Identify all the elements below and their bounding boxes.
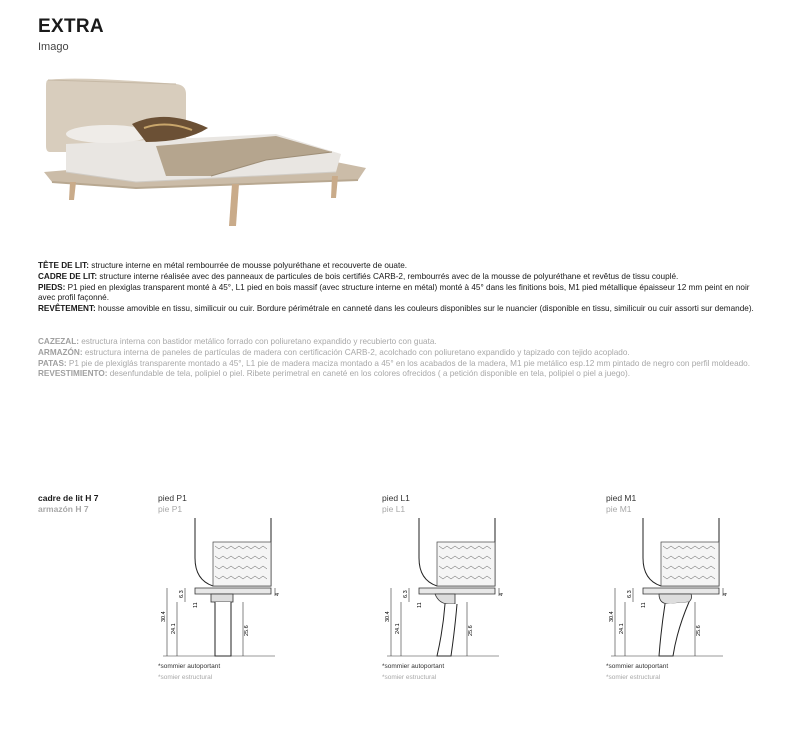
frame-label-es: armazón H 7 [38, 504, 89, 514]
bed-image [36, 72, 366, 232]
foot-l1-label: pied L1 [382, 493, 410, 503]
dim-height-foot: 24.1 [395, 623, 401, 634]
desc-fr-text: structure interne réalisée avec des panneaux de particules de bois certifiés CARB-2, rembourrés avec de la mousse de polyuréthane et revêtus de tissu couplé. [97, 271, 679, 281]
dim-top: 4 [499, 592, 505, 596]
dim-frame: 6.3 [179, 590, 185, 598]
desc-es-text: estructura interna de paneles de partículas de madera con certificación CARB-2, acolchado con poliuretano expandido y tapizado con tejido acoplado. [82, 347, 630, 357]
desc-es-cover [38, 369, 768, 380]
foot-p1-label: pied P1 [158, 493, 187, 503]
dim-height-foot: 24.1 [171, 623, 177, 634]
dim-top: 4 [723, 592, 729, 596]
foot-m1-label-es: pie M1 [606, 504, 632, 514]
foot-p1-drawing [155, 518, 305, 666]
desc-es-text: P1 pie de plexiglás transparente montado a 45°, L1 pie de madera maciza montado a 45° en los acabados de la madera, M1 pie metálico esp.12 mm pintado de negro con perfil moldeado. [66, 358, 751, 368]
dim-frame: 6.3 [403, 590, 409, 598]
note-es: *somier estructural [158, 674, 213, 681]
dim-height-total: 30.4 [609, 611, 615, 622]
desc-fr-frame [38, 272, 768, 283]
dim-frame: 6.3 [627, 590, 633, 598]
foot-m1-drawing [603, 518, 753, 666]
desc-fr-label: CADRE DE LIT: [38, 271, 98, 281]
dim-offset: 11 [193, 602, 199, 608]
desc-es-feet [38, 359, 768, 370]
foot-m1-label: pied M1 [606, 493, 637, 503]
desc-es-label: PATAS: [38, 358, 67, 368]
desc-fr-label: REVÊTEMENT: [38, 304, 96, 314]
dim-height-total: 30.4 [385, 611, 391, 622]
note-es: *somier estructural [382, 674, 437, 681]
dim-leg: 25.6 [696, 625, 702, 636]
desc-es-label: CAZEZAL: [38, 337, 79, 346]
dim-height-foot: 24.1 [619, 623, 625, 634]
desc-es-text: desenfundable de tela, polipiel o piel. Ribete perimetral en caneté en los colores ofrecidos ( a petición disponible en tela, polipiel o piel a juego). [107, 369, 630, 379]
note-fr: *sommier autoportant [606, 663, 669, 670]
desc-fr-text: housse amovible en tissu, simili​cuir ou cuir. Bordure périmétrale en canneté dans les couleurs disponibles sur le nuancier (disponible en tissu, simili​cuir ou cuir assorti sur demande). [95, 304, 754, 314]
dim-offset: 11 [641, 602, 647, 608]
desc-es-text: estructura interna con bastidor metálico forrado con poliuretano expandido y recubierto con guata. [78, 337, 437, 346]
note-fr: *sommier autoportant [158, 663, 221, 670]
desc-fr-text: structure interne en métal rembourrée de mousse polyuréthane et recouverte de ouate. [88, 261, 408, 270]
desc-fr-label: PIEDS: [38, 282, 66, 292]
desc-es-frame [38, 348, 768, 359]
frame-label: cadre de lit H 7 [38, 493, 99, 503]
dim-leg: 25.6 [244, 625, 250, 636]
description-es [38, 337, 768, 380]
product-title: EXTRA [38, 16, 104, 37]
dim-height-total: 30.4 [161, 611, 167, 622]
desc-es-label: REVESTIMIENTO: [38, 369, 108, 379]
description-fr [38, 261, 768, 315]
dim-leg: 25.6 [468, 625, 474, 636]
foot-p1-label-es: pie P1 [158, 504, 183, 514]
note-es: *somier estructural [606, 674, 661, 681]
desc-fr-text: P1 pied en plexiglas transparent monté à 45°, L1 pied en bois massif (avec structure interne en métal) monté à 45° dans les finitions bois, M1 pied métallique épaisseur 12 mm peint en noir avec profil façonné. [38, 282, 750, 303]
desc-fr-label: TÊTE DE LIT: [38, 261, 89, 270]
note-fr: *sommier autoportant [382, 663, 445, 670]
dim-top: 4 [275, 592, 281, 596]
foot-l1-drawing [379, 518, 529, 666]
desc-es-headboard [38, 337, 768, 348]
dim-offset: 11 [417, 602, 423, 608]
desc-es-label: ARMAZÓN: [38, 347, 83, 357]
desc-fr-feet [38, 283, 768, 305]
product-subtitle: Imago [38, 41, 69, 53]
desc-fr-cover [38, 304, 768, 315]
foot-l1-label-es: pie L1 [382, 504, 406, 514]
desc-fr-headboard [38, 261, 768, 272]
